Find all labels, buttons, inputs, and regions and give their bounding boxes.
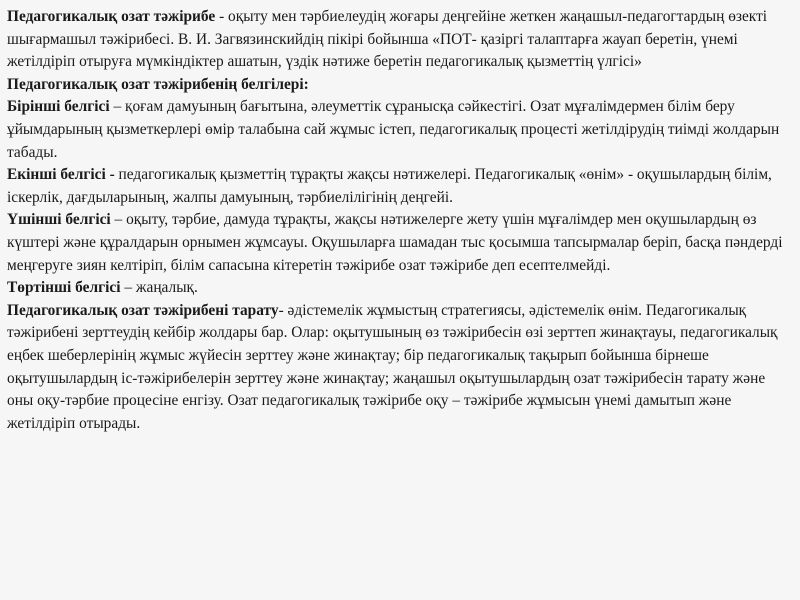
dissemination-paragraph [7,300,795,436]
paragraph-text: - оқыту мен тәрбиелеудің жоғары деңгейіне жеткен жаңашыл-педагогтардың өзекті шығармашыл тәжірибесі. В. И. Загвязинскийдің пікірі бойынша «ПОТ- қазіргі талаптарға жауап беретін, үнемі жетілдіріп отыруға мүмкіндіктер ашатын, үздік нәтиже беретін педагогикалық қызметтің үлгісі» [7,8,768,71]
term-label: Төртінші белгісі [7,279,121,297]
term-label: Педагогикалық озат тәжірибе [7,8,216,25]
document-text [7,6,795,435]
term-label: Педагогикалық озат тәжірибені тарату [7,301,279,319]
paragraph-text: – жаңалық. [120,279,198,297]
feature-two-paragraph [7,164,795,209]
paragraph-text: педагогикалық қызметтің тұрақты жақсы нәтижелері. Педагогикалық «өнім» - оқушылардың білім, іскерлік, дағдыларының, жалпы дамуының, тәрбиелілігінің деңгейі. [7,166,772,206]
feature-one-paragraph [7,96,795,164]
definition-paragraph [7,6,795,74]
features-heading [7,74,795,97]
term-label: Екінші белгісі - [7,166,115,184]
term-label: Бірінші белгісі [7,98,110,116]
feature-four-paragraph [7,277,795,300]
heading-label: Педагогикалық озат тәжірибенің белгілері: [7,75,309,93]
term-label: Үшінші белгісі [7,211,111,229]
paragraph-text: – қоғам дамуының бағытына, әлеуметтік сұранысқа сәйкестігі. Озат мұғалімдермен білім беру ұйымдарының қызметкерлері өмір талабына сай жұмыс істеп, педагогикалық процесті жетілдірудің тиімді жолдарын табады. [7,98,780,161]
paragraph-text: - әдістемелік жұмыстың стратегиясы, әдістемелік өнім. Педагогикалық тәжірибені зерттеудің кейбір жолдары бар. Олар: оқытушының өз тәжірибесін өзі зерттеп жинақтауы, педагогикалық еңбек шеберлерінің жұмыс жүйесін зерттеу және жинақтау; бір педагогикалық тақырып бойынша бірнеше оқытушылардың іс-тәжірибелерін зерттеу және жинақтау; жаңашыл оқытушылардың озат тәжірибесін тарату және оны оқу-тәрбие процесіне енгізу. Озат педагогикалық тәжірибе оқу – тәжірибе жұмысын үнемі дамытып және жетілдіріп отырады. [7,301,778,432]
feature-three-paragraph [7,209,795,277]
paragraph-text: – оқыту, тәрбие, дамуда тұрақты, жақсы нәтижелерге жету үшін мұғалімдер мен оқушылардың өз күштері және құралдарын орнымен жұмсауы. Оқушыларға шамадан тыс қосымша тапсырмалар беріп, басқа пәндерді меңгеруге зиян келтіріп, білім сапасына кітеретін тәжірибе озат тәжірибе деп есептелмейді. [7,211,783,274]
